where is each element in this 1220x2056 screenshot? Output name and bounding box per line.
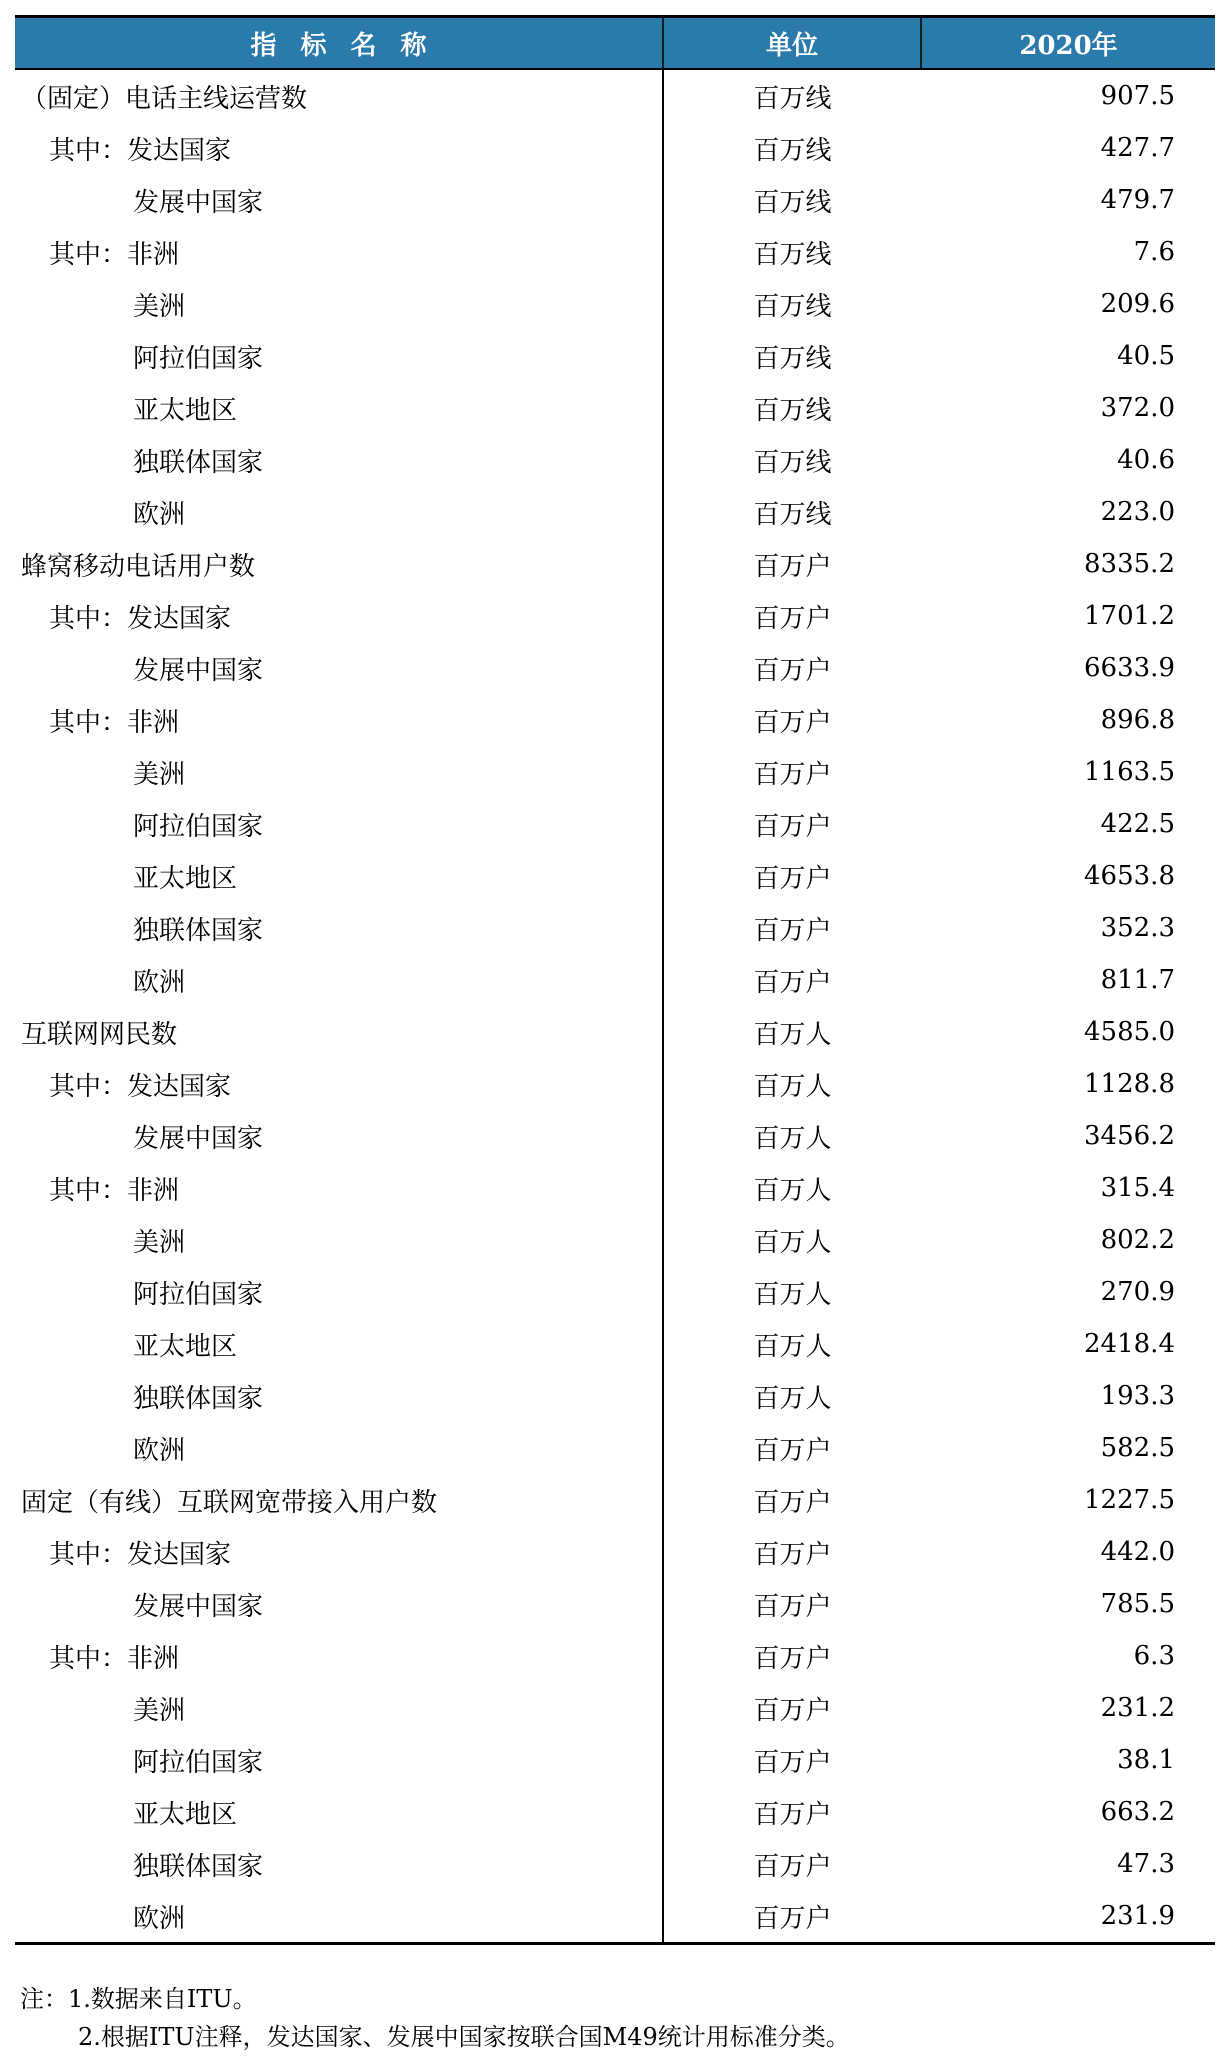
row-unit: 百万线 bbox=[663, 174, 921, 226]
table-row bbox=[15, 1630, 1215, 1682]
row-value: 785.5 bbox=[1100, 1589, 1175, 1619]
row-unit: 百万人 bbox=[663, 1266, 921, 1318]
table-row bbox=[15, 1006, 1215, 1058]
table-row bbox=[15, 69, 1215, 122]
row-value: 442.0 bbox=[1100, 1537, 1175, 1567]
header-indicator-name: 指标名称 bbox=[15, 17, 663, 70]
row-value: 6.3 bbox=[1133, 1641, 1175, 1671]
row-value: 663.2 bbox=[1100, 1797, 1175, 1827]
row-unit: 百万户 bbox=[663, 642, 921, 694]
row-unit: 百万户 bbox=[663, 1838, 921, 1890]
row-indicator-name: （固定）电话主线运营数 bbox=[21, 83, 308, 114]
row-indicator-name: 互联网网民数 bbox=[21, 1019, 178, 1050]
table-row bbox=[15, 1474, 1215, 1526]
row-indicator-name: 发展中国家 bbox=[133, 655, 264, 686]
row-value: 1163.5 bbox=[1084, 757, 1175, 787]
row-indicator-name: 固定（有线）互联网宽带接入用户数 bbox=[21, 1487, 438, 1518]
row-value: 1128.8 bbox=[1084, 1069, 1175, 1099]
row-value: 811.7 bbox=[1100, 965, 1175, 995]
table-row bbox=[15, 1422, 1215, 1474]
row-unit: 百万户 bbox=[663, 1422, 921, 1474]
row-value: 3456.2 bbox=[1084, 1121, 1175, 1151]
row-indicator-name: 欧洲 bbox=[133, 499, 186, 530]
row-unit: 百万户 bbox=[663, 746, 921, 798]
row-unit: 百万线 bbox=[663, 434, 921, 486]
table-row bbox=[15, 434, 1215, 486]
table-row bbox=[15, 1318, 1215, 1370]
row-value: 7.6 bbox=[1133, 237, 1175, 267]
table-row bbox=[15, 1734, 1215, 1786]
row-indicator-name: 阿拉伯国家 bbox=[133, 343, 264, 374]
table-row bbox=[15, 590, 1215, 642]
row-value: 193.3 bbox=[1100, 1381, 1175, 1411]
row-unit: 百万户 bbox=[663, 798, 921, 850]
table-row bbox=[15, 954, 1215, 1006]
row-indicator-name: 美洲 bbox=[133, 1695, 186, 1726]
table-body bbox=[15, 69, 1215, 1944]
row-value: 270.9 bbox=[1100, 1277, 1175, 1307]
row-value: 896.8 bbox=[1100, 705, 1175, 735]
row-indicator-name: 发展中国家 bbox=[133, 1123, 264, 1154]
row-unit: 百万户 bbox=[663, 850, 921, 902]
note-line-2: 2.根据ITU注释，发达国家、发展中国家按联合国M49统计用标准分类。 bbox=[78, 2023, 850, 2051]
row-value: 427.7 bbox=[1100, 133, 1175, 163]
row-indicator-name: 亚太地区 bbox=[133, 863, 238, 894]
row-indicator-name: 发展中国家 bbox=[133, 1591, 264, 1622]
row-unit: 百万线 bbox=[663, 330, 921, 382]
row-indicator-name: 发展中国家 bbox=[133, 187, 264, 218]
table-row bbox=[15, 1578, 1215, 1630]
table-row bbox=[15, 1162, 1215, 1214]
row-value: 2418.4 bbox=[1084, 1329, 1175, 1359]
row-value: 315.4 bbox=[1100, 1173, 1175, 1203]
row-indicator-name: 美洲 bbox=[133, 759, 186, 790]
row-unit: 百万户 bbox=[663, 1630, 921, 1682]
row-value: 1227.5 bbox=[1084, 1485, 1175, 1515]
table-row bbox=[15, 330, 1215, 382]
table-row bbox=[15, 1786, 1215, 1838]
row-unit: 百万线 bbox=[663, 486, 921, 538]
header-year: 2020年 bbox=[921, 17, 1215, 70]
table-row bbox=[15, 1526, 1215, 1578]
table-row bbox=[15, 1266, 1215, 1318]
row-indicator-name: 美洲 bbox=[133, 291, 186, 322]
row-indicator-name: 独联体国家 bbox=[133, 1851, 264, 1882]
row-unit: 百万线 bbox=[663, 69, 921, 122]
row-indicator-name: 其中：发达国家 bbox=[49, 603, 232, 634]
row-indicator-name: 独联体国家 bbox=[133, 915, 264, 946]
row-unit: 百万户 bbox=[663, 1474, 921, 1526]
row-indicator-name: 阿拉伯国家 bbox=[133, 811, 264, 842]
row-value: 802.2 bbox=[1100, 1225, 1175, 1255]
row-value: 6633.9 bbox=[1084, 653, 1175, 683]
row-unit: 百万人 bbox=[663, 1006, 921, 1058]
table-row bbox=[15, 1214, 1215, 1266]
table-row bbox=[15, 1838, 1215, 1890]
row-indicator-name: 美洲 bbox=[133, 1227, 186, 1258]
row-indicator-name: 独联体国家 bbox=[133, 1383, 264, 1414]
header-unit: 单位 bbox=[663, 17, 921, 70]
table-row bbox=[15, 642, 1215, 694]
table-row bbox=[15, 538, 1215, 590]
row-value: 231.2 bbox=[1100, 1693, 1175, 1723]
row-unit: 百万户 bbox=[663, 1526, 921, 1578]
row-unit: 百万户 bbox=[663, 1682, 921, 1734]
row-unit: 百万线 bbox=[663, 226, 921, 278]
table-header bbox=[15, 17, 1215, 70]
row-value: 209.6 bbox=[1100, 289, 1175, 319]
row-value: 223.0 bbox=[1100, 497, 1175, 527]
table-row bbox=[15, 486, 1215, 538]
row-unit: 百万户 bbox=[663, 1786, 921, 1838]
row-indicator-name: 其中：发达国家 bbox=[49, 1071, 232, 1102]
row-indicator-name: 欧洲 bbox=[15, 1890, 663, 1944]
table-row bbox=[15, 226, 1215, 278]
row-value: 352.3 bbox=[1100, 913, 1175, 943]
statistics-table bbox=[15, 15, 1215, 1945]
row-value: 38.1 bbox=[1117, 1745, 1175, 1775]
row-indicator-name: 其中：非洲 bbox=[49, 1643, 180, 1674]
row-indicator-name: 蜂窝移动电话用户数 bbox=[21, 551, 256, 582]
table-row bbox=[15, 1370, 1215, 1422]
row-unit: 百万人 bbox=[663, 1058, 921, 1110]
table-row bbox=[15, 694, 1215, 746]
row-value: 4585.0 bbox=[1084, 1017, 1175, 1047]
row-unit: 百万人 bbox=[663, 1162, 921, 1214]
row-unit: 百万人 bbox=[663, 1110, 921, 1162]
table-row bbox=[15, 798, 1215, 850]
row-unit: 百万人 bbox=[663, 1214, 921, 1266]
row-unit: 百万线 bbox=[663, 382, 921, 434]
table-row bbox=[15, 382, 1215, 434]
row-unit: 百万户 bbox=[663, 902, 921, 954]
table-row bbox=[15, 850, 1215, 902]
row-unit: 百万线 bbox=[663, 122, 921, 174]
row-indicator-name: 亚太地区 bbox=[133, 395, 238, 426]
row-indicator-name: 其中：发达国家 bbox=[49, 135, 232, 166]
row-unit: 百万户 bbox=[663, 1734, 921, 1786]
row-unit: 百万人 bbox=[663, 1370, 921, 1422]
table-row bbox=[15, 902, 1215, 954]
note-line-1: 注：1.数据来自ITU。 bbox=[20, 1985, 257, 2013]
row-indicator-name: 阿拉伯国家 bbox=[133, 1279, 264, 1310]
table-row bbox=[15, 746, 1215, 798]
row-unit: 百万户 bbox=[663, 590, 921, 642]
table-notes bbox=[20, 1980, 850, 2056]
row-indicator-name: 欧洲 bbox=[133, 1435, 186, 1466]
row-value: 1701.2 bbox=[1084, 601, 1175, 631]
row-value: 4653.8 bbox=[1084, 861, 1175, 891]
row-indicator-name: 其中：非洲 bbox=[49, 707, 180, 738]
table-row bbox=[15, 278, 1215, 330]
row-unit: 百万户 bbox=[663, 1578, 921, 1630]
row-value: 479.7 bbox=[1100, 185, 1175, 215]
table-row bbox=[15, 1682, 1215, 1734]
row-unit: 百万线 bbox=[663, 278, 921, 330]
row-value: 47.3 bbox=[1117, 1849, 1175, 1879]
row-value: 8335.2 bbox=[1084, 549, 1175, 579]
row-value: 40.5 bbox=[1117, 341, 1175, 371]
row-indicator-name: 其中：发达国家 bbox=[49, 1539, 232, 1570]
row-unit: 百万户 bbox=[663, 954, 921, 1006]
row-unit: 百万户 bbox=[663, 1890, 921, 1944]
table-row bbox=[15, 174, 1215, 226]
row-indicator-name: 其中：非洲 bbox=[49, 239, 180, 270]
header-row bbox=[15, 17, 1215, 70]
row-indicator-name: 其中：非洲 bbox=[49, 1175, 180, 1206]
row-value: 231.9 bbox=[921, 1890, 1215, 1944]
row-indicator-name: 亚太地区 bbox=[133, 1799, 238, 1830]
row-value: 422.5 bbox=[1100, 809, 1175, 839]
row-indicator-name: 独联体国家 bbox=[133, 447, 264, 478]
row-unit: 百万户 bbox=[663, 694, 921, 746]
statistics-table-container bbox=[15, 15, 1215, 1945]
table-row bbox=[15, 122, 1215, 174]
table-row bbox=[15, 1890, 1215, 1944]
table-row bbox=[15, 1110, 1215, 1162]
row-unit: 百万人 bbox=[663, 1318, 921, 1370]
row-indicator-name: 亚太地区 bbox=[133, 1331, 238, 1362]
row-indicator-name: 欧洲 bbox=[133, 967, 186, 998]
row-value: 907.5 bbox=[1100, 81, 1175, 111]
table-row bbox=[15, 1058, 1215, 1110]
row-unit: 百万户 bbox=[663, 538, 921, 590]
row-value: 372.0 bbox=[1100, 393, 1175, 423]
row-value: 582.5 bbox=[1100, 1433, 1175, 1463]
row-value: 40.6 bbox=[1117, 445, 1175, 475]
row-indicator-name: 阿拉伯国家 bbox=[133, 1747, 264, 1778]
